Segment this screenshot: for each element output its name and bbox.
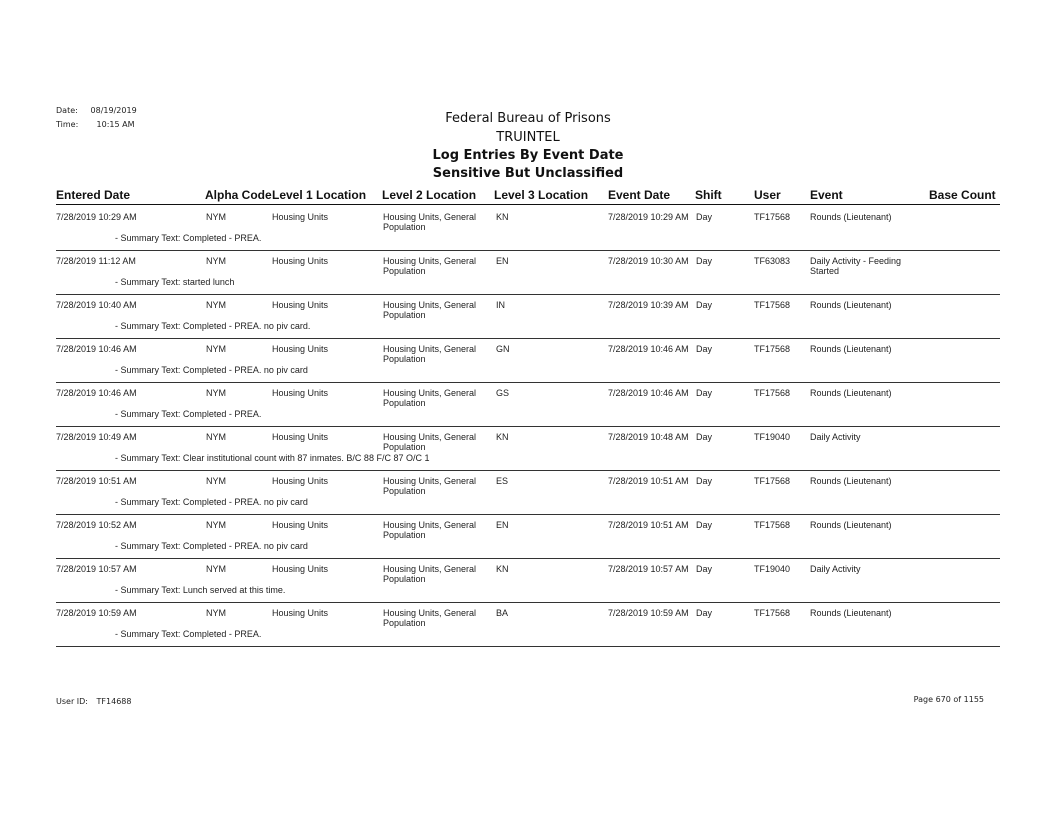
level3-cell: EN bbox=[496, 256, 509, 266]
level2-cell: Housing Units, General Population bbox=[383, 256, 477, 276]
title-system: TRUINTEL bbox=[496, 130, 560, 145]
table-row bbox=[56, 338, 1000, 383]
entered-date-cell: 7/28/2019 10:59 AM bbox=[56, 608, 137, 618]
alpha-code-cell: NYM bbox=[206, 388, 226, 398]
col-level3-location: Level 3 Location bbox=[494, 188, 589, 202]
table-row bbox=[56, 470, 1000, 515]
event-cell: Rounds (Lieutenant) bbox=[810, 388, 892, 398]
level1-cell: Housing Units bbox=[272, 256, 329, 266]
summary-text: - Summary Text: Lunch served at this time. bbox=[115, 585, 286, 595]
summary-text: - Summary Text: Completed - PREA. no piv card bbox=[115, 365, 308, 375]
entered-date-cell: 7/28/2019 10:29 AM bbox=[56, 212, 137, 222]
entered-date-cell: 7/28/2019 11:12 AM bbox=[56, 256, 136, 266]
event-date-cell: 7/28/2019 10:59 AM bbox=[608, 608, 689, 618]
summary-text: - Summary Text: Completed - PREA. no piv card. bbox=[115, 321, 311, 331]
event-date-cell: 7/28/2019 10:51 AM bbox=[608, 476, 689, 486]
event-cell: Rounds (Lieutenant) bbox=[810, 608, 892, 618]
entered-date-cell: 7/28/2019 10:57 AM bbox=[56, 564, 137, 574]
summary-text: - Summary Text: Clear institutional count with 87 inmates. B/C 88 F/C 87 O/C 1 bbox=[115, 453, 430, 463]
alpha-code-cell: NYM bbox=[206, 476, 226, 486]
table-row bbox=[56, 206, 1000, 251]
user-id-value: TF14688 bbox=[96, 697, 132, 706]
level3-cell: GS bbox=[496, 388, 510, 398]
entered-date-cell: 7/28/2019 10:46 AM bbox=[56, 388, 137, 398]
level3-cell: IN bbox=[496, 300, 505, 310]
user-cell: TF17568 bbox=[754, 212, 791, 222]
alpha-code-cell: NYM bbox=[206, 344, 226, 354]
entered-date-cell: 7/28/2019 10:46 AM bbox=[56, 344, 137, 354]
table-row bbox=[56, 426, 1000, 471]
summary-text: - Summary Text: Completed - PREA. no piv card bbox=[115, 541, 308, 551]
level2-cell: Housing Units, General Population bbox=[383, 212, 477, 232]
table-row bbox=[56, 602, 1000, 647]
level1-cell: Housing Units bbox=[272, 344, 329, 354]
event-date-cell: 7/28/2019 10:46 AM bbox=[608, 388, 689, 398]
shift-cell: Day bbox=[696, 300, 713, 310]
shift-cell: Day bbox=[696, 564, 713, 574]
user-cell: TF17568 bbox=[754, 476, 791, 486]
event-cell: Daily Activity - Feeding Started bbox=[810, 256, 902, 276]
alpha-code-cell: NYM bbox=[206, 256, 226, 266]
level2-cell: Housing Units, General Population bbox=[383, 564, 477, 584]
date-label: Date: bbox=[56, 106, 78, 115]
entered-date-cell: 7/28/2019 10:49 AM bbox=[56, 432, 137, 442]
col-base-count: Base Count bbox=[929, 188, 996, 202]
col-level1-location: Level 1 Location bbox=[272, 188, 367, 202]
time-label: Time: bbox=[56, 120, 79, 129]
level3-cell: KN bbox=[496, 564, 509, 574]
event-cell: Daily Activity bbox=[810, 432, 861, 442]
level2-cell: Housing Units, General Population bbox=[383, 520, 477, 540]
table-row bbox=[56, 558, 1000, 603]
level2-cell: Housing Units, General Population bbox=[383, 432, 477, 452]
shift-cell: Day bbox=[696, 520, 713, 530]
col-level2-location: Level 2 Location bbox=[382, 188, 477, 202]
level1-cell: Housing Units bbox=[272, 388, 329, 398]
level3-cell: KN bbox=[496, 212, 509, 222]
level3-cell: GN bbox=[496, 344, 510, 354]
event-date-cell: 7/28/2019 10:39 AM bbox=[608, 300, 689, 310]
user-cell: TF17568 bbox=[754, 608, 791, 618]
level2-cell: Housing Units, General Population bbox=[383, 388, 477, 408]
event-date-cell: 7/28/2019 10:57 AM bbox=[608, 564, 689, 574]
level3-cell: EN bbox=[496, 520, 509, 530]
level1-cell: Housing Units bbox=[272, 212, 329, 222]
event-cell: Rounds (Lieutenant) bbox=[810, 300, 892, 310]
shift-cell: Day bbox=[696, 432, 713, 442]
alpha-code-cell: NYM bbox=[206, 212, 226, 222]
level3-cell: BA bbox=[496, 608, 509, 618]
event-cell: Rounds (Lieutenant) bbox=[810, 212, 892, 222]
summary-text: - Summary Text: Completed - PREA. bbox=[115, 233, 262, 243]
event-date-cell: 7/28/2019 10:29 AM bbox=[608, 212, 689, 222]
user-cell: TF63083 bbox=[754, 256, 791, 266]
entered-date-cell: 7/28/2019 10:52 AM bbox=[56, 520, 137, 530]
event-date-cell: 7/28/2019 10:46 AM bbox=[608, 344, 689, 354]
user-cell: TF17568 bbox=[754, 344, 791, 354]
col-alpha-code: Alpha Code bbox=[205, 188, 272, 202]
level1-cell: Housing Units bbox=[272, 476, 329, 486]
time-value: 10:15 AM bbox=[96, 120, 135, 129]
page-number: Page 670 of 1155 bbox=[913, 695, 984, 704]
event-cell: Daily Activity bbox=[810, 564, 861, 574]
level2-cell: Housing Units, General Population bbox=[383, 300, 477, 320]
level3-cell: ES bbox=[496, 476, 509, 486]
summary-text: - Summary Text: started lunch bbox=[115, 277, 235, 287]
event-cell: Rounds (Lieutenant) bbox=[810, 520, 892, 530]
summary-text: - Summary Text: Completed - PREA. bbox=[115, 629, 262, 639]
summary-text: - Summary Text: Completed - PREA. bbox=[115, 409, 262, 419]
table-row bbox=[56, 382, 1000, 427]
level2-cell: Housing Units, General Population bbox=[383, 608, 477, 628]
entered-date-cell: 7/28/2019 10:51 AM bbox=[56, 476, 137, 486]
shift-cell: Day bbox=[696, 476, 713, 486]
shift-cell: Day bbox=[696, 256, 713, 266]
footer-user-id bbox=[56, 697, 131, 706]
user-cell: TF19040 bbox=[754, 432, 791, 442]
alpha-code-cell: NYM bbox=[206, 300, 226, 310]
level1-cell: Housing Units bbox=[272, 300, 329, 310]
level2-cell: Housing Units, General Population bbox=[383, 344, 477, 364]
table-row bbox=[56, 514, 1000, 559]
summary-text: - Summary Text: Completed - PREA. no piv card bbox=[115, 497, 308, 507]
shift-cell: Day bbox=[696, 388, 713, 398]
date-value: 08/19/2019 bbox=[90, 106, 137, 115]
entered-date-cell: 7/28/2019 10:40 AM bbox=[56, 300, 137, 310]
title-report: Log Entries By Event Date bbox=[432, 148, 624, 163]
event-cell: Rounds (Lieutenant) bbox=[810, 476, 892, 486]
user-cell: TF19040 bbox=[754, 564, 791, 574]
table-row bbox=[56, 294, 1000, 339]
col-shift: Shift bbox=[695, 188, 722, 202]
alpha-code-cell: NYM bbox=[206, 608, 226, 618]
event-cell: Rounds (Lieutenant) bbox=[810, 344, 892, 354]
level1-cell: Housing Units bbox=[272, 520, 329, 530]
user-cell: TF17568 bbox=[754, 388, 791, 398]
shift-cell: Day bbox=[696, 344, 713, 354]
event-date-cell: 7/28/2019 10:51 AM bbox=[608, 520, 689, 530]
level3-cell: KN bbox=[496, 432, 509, 442]
title-agency: Federal Bureau of Prisons bbox=[445, 111, 611, 126]
alpha-code-cell: NYM bbox=[206, 432, 226, 442]
col-user: User bbox=[754, 188, 781, 202]
level1-cell: Housing Units bbox=[272, 432, 329, 442]
col-event-date: Event Date bbox=[608, 188, 671, 202]
table-row bbox=[56, 250, 1000, 295]
col-entered-date: Entered Date bbox=[56, 188, 131, 202]
event-date-cell: 7/28/2019 10:30 AM bbox=[608, 256, 689, 266]
title-classification: Sensitive But Unclassified bbox=[432, 166, 624, 181]
user-cell: TF17568 bbox=[754, 520, 791, 530]
alpha-code-cell: NYM bbox=[206, 564, 226, 574]
user-id-label: User ID: bbox=[56, 697, 88, 706]
level1-cell: Housing Units bbox=[272, 564, 329, 574]
col-event: Event bbox=[810, 188, 843, 202]
event-date-cell: 7/28/2019 10:48 AM bbox=[608, 432, 689, 442]
shift-cell: Day bbox=[696, 608, 713, 618]
user-cell: TF17568 bbox=[754, 300, 791, 310]
shift-cell: Day bbox=[696, 212, 713, 222]
alpha-code-cell: NYM bbox=[206, 520, 226, 530]
level1-cell: Housing Units bbox=[272, 608, 329, 618]
level2-cell: Housing Units, General Population bbox=[383, 476, 477, 496]
table-header bbox=[56, 184, 1000, 205]
